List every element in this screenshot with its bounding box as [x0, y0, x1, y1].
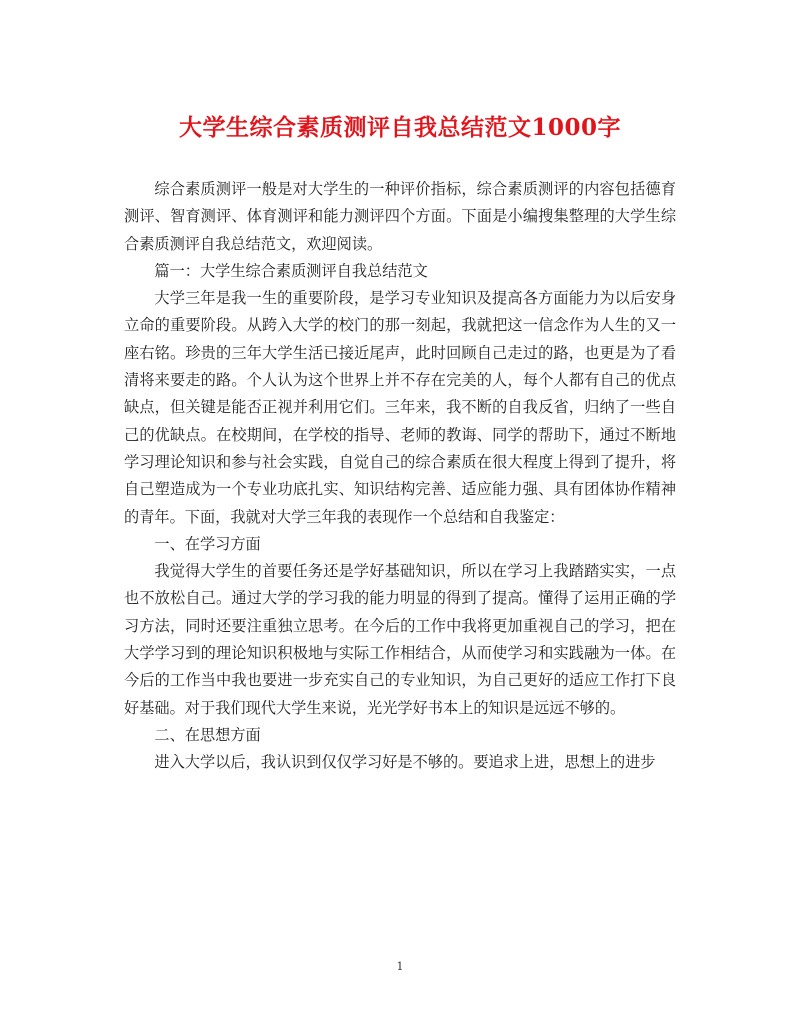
section-heading-thought: 二、在思想方面 [154, 725, 261, 744]
page-number: 1 [396, 960, 404, 973]
intro-paragraph: 综合素质测评一般是对大学生的一种评价指标，综合素质测评的内容包括德育测评、智育测评、体育测评和能力测评四个方面。下面是小编搜集整理的大学生综合素质测评自我总结范文，欢迎阅读。 [124, 180, 676, 253]
body-paragraph: 进入大学以后，我认识到仅仅学习好是不够的。要追求上进，思想上的进步 [154, 753, 656, 772]
section-heading-study: 一、在学习方面 [154, 534, 261, 553]
document-body [124, 176, 676, 777]
section-heading-part-one: 篇一：大学生综合素质测评自我总结范文 [154, 261, 428, 280]
body-paragraph: 我觉得大学生的首要任务还是学好基础知识，所以在学习上我踏踏实实，一点也不放松自己。通过大学的学习我的能力明显的得到了提高。懂得了运用正确的学习方法，同时还要注重独立思考。在今后的工作中我将更加重视自己的学习，把在大学学习到的理论知识积极地与实际工作相结合，从而使学习和实践融为一体。在今后的工作当中我也要进一步充实自己的专业知识，为自己更好的适应工作打下良好基础。对于我们现代大学生来说，光光学好书本上的知识是远远不够的。 [124, 562, 676, 717]
body-paragraph: 大学三年是我一生的重要阶段，是学习专业知识及提高各方面能力为以后安身立命的重要阶段。从跨入大学的校门的那一刻起，我就把这一信念作为人生的又一座右铭。珍贵的三年大学生活已接近尾声，此时回顾自己走过的路，也更是为了看清将来要走的路。个人认为这个世界上并不存在完美的人，每个人都有自己的优点缺点，但关键是能否正视并利用它们。三年来，我不断的自我反省，归纳了一些自己的优缺点。在校期间，在学校的指导、老师的教诲、同学的帮助下，通过不断地学习理论知识和参与社会实践，自觉自己的综合素质在很大程度上得到了提升，将自己塑造成为一个专业功底扎实、知识结构完善、适应能力强、具有团体协作精神的青年。下面，我就对大学三年我的表现作一个总结和自我鉴定： [124, 289, 676, 526]
document-title: 大学生综合素质测评自我总结范文1000字 [178, 114, 621, 141]
